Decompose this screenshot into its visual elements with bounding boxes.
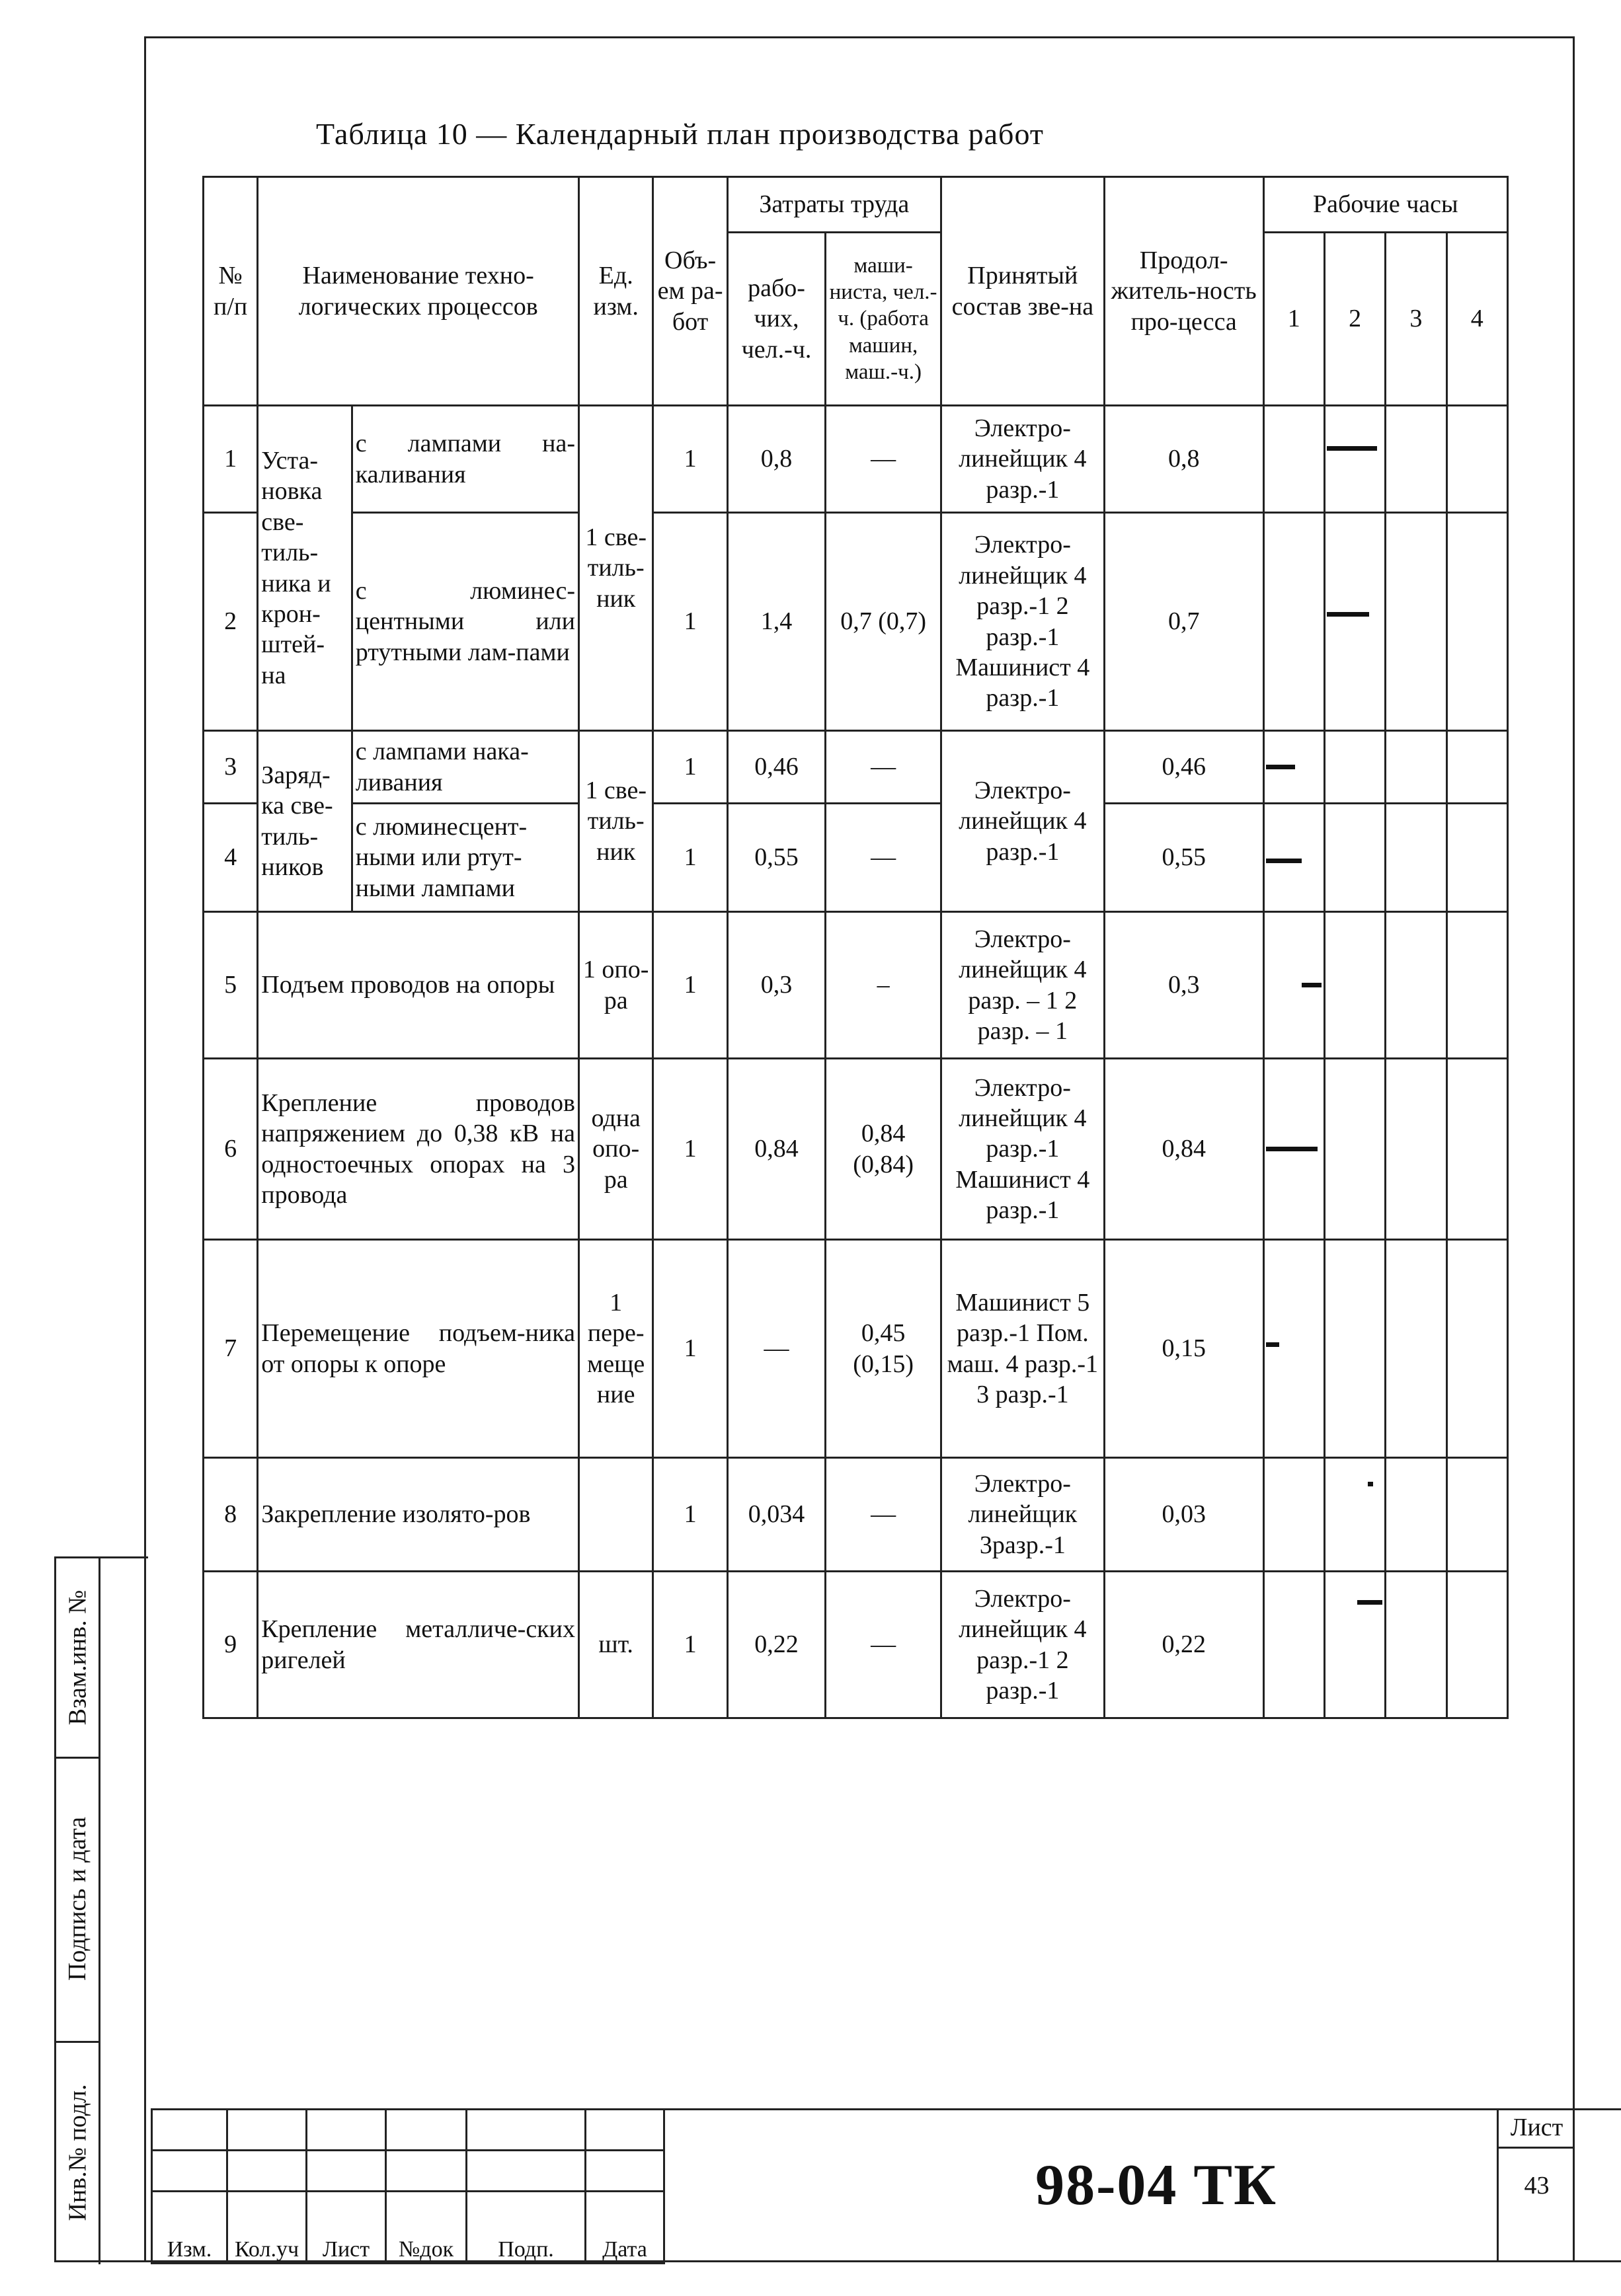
row-volume: 1 xyxy=(653,912,727,1059)
col-duration: Продол-житель-ность про-цесса xyxy=(1104,177,1263,406)
row-crew: Электро-линейщик 4 разр.-1 2 разр.-1 Машинист 4 разр.-1 xyxy=(941,513,1104,731)
row-duration: 0,7 xyxy=(1104,513,1263,731)
row-group: Заряд-ка све-тиль-ников xyxy=(258,731,352,912)
row-num: 4 xyxy=(204,804,258,912)
row-unit: 1 све-тиль-ник xyxy=(578,731,652,912)
col-workers: рабо-чих, чел.-ч. xyxy=(727,233,826,406)
row-crew: Машинист 5 разр.-1 Пом. маш. 4 разр.-1 3 разр.-1 xyxy=(941,1240,1104,1458)
col-labor: Затраты труда xyxy=(727,177,941,233)
col-num: № п/п xyxy=(204,177,258,406)
sheet-number: 43 xyxy=(1524,2172,1550,2200)
row-name: Закрепление изолято-ров xyxy=(258,1458,579,1572)
row-num: 6 xyxy=(204,1059,258,1240)
gantt-bar xyxy=(1327,612,1369,617)
row-workers: — xyxy=(727,1240,826,1458)
row-duration: 0,55 xyxy=(1104,804,1263,912)
document-code: 98-04 ТК xyxy=(663,2108,1621,2262)
row-group: Уста-новка све-тиль-ника и крон-штей-на xyxy=(258,406,352,731)
schedule-table xyxy=(202,176,1509,1719)
row-volume: 1 xyxy=(653,513,727,731)
stamp-inv-podl: Инв.№ подл. xyxy=(56,2041,100,2264)
row-duration: 0,3 xyxy=(1104,912,1263,1059)
row-crew: Электро-линейщик 4 разр.-1 2 разр.-1 xyxy=(941,1572,1104,1718)
row-name: Крепление металличе-ских ригелей xyxy=(258,1572,579,1718)
row-duration: 0,8 xyxy=(1104,406,1263,513)
table-caption: Таблица 10 — Календарный план производства работ xyxy=(316,117,1044,151)
col-crew: Принятый состав зве-на xyxy=(941,177,1104,406)
row-unit: 1 опо-ра xyxy=(578,912,652,1059)
row-num: 5 xyxy=(204,912,258,1059)
row-workers: 0,3 xyxy=(727,912,826,1059)
row-machinist: 0,84 (0,84) xyxy=(826,1059,941,1240)
row-machinist: — xyxy=(826,406,941,513)
table-row xyxy=(204,513,1508,731)
row-machinist: — xyxy=(826,1572,941,1718)
row-volume: 1 xyxy=(653,1458,727,1572)
table-row xyxy=(204,406,1508,513)
gantt-bar xyxy=(1327,446,1377,451)
label-izm: Изм. xyxy=(152,2192,227,2264)
gantt-bar xyxy=(1302,983,1322,987)
label-podp: Подп. xyxy=(467,2192,586,2264)
row-num: 8 xyxy=(204,1458,258,1572)
row-name: с люминесцент-ными или ртут-ными лампами xyxy=(352,804,578,912)
row-duration: 0,46 xyxy=(1104,731,1263,804)
table-row xyxy=(204,1059,1508,1240)
row-volume: 1 xyxy=(653,406,727,513)
row-name: Перемещение подъем-ника от опоры к опоре xyxy=(258,1240,579,1458)
row-machinist: — xyxy=(826,731,941,804)
row-machinist: 0,7 (0,7) xyxy=(826,513,941,731)
gantt-bar xyxy=(1266,1342,1279,1347)
row-unit xyxy=(578,1458,652,1572)
table-row xyxy=(204,1572,1508,1718)
col-hours: Рабочие часы xyxy=(1263,177,1507,233)
row-name: Подъем проводов на опоры xyxy=(258,912,579,1059)
row-num: 1 xyxy=(204,406,258,513)
col-hour-3: 3 xyxy=(1386,233,1446,406)
col-name: Наименование техно-логических процессов xyxy=(258,177,579,406)
row-duration: 0,15 xyxy=(1104,1240,1263,1458)
row-workers: 0,55 xyxy=(727,804,826,912)
row-name: с лампами нака-ливания xyxy=(352,731,578,804)
row-num: 2 xyxy=(204,513,258,731)
row-unit: 1 пере-меще ние xyxy=(578,1240,652,1458)
row-volume: 1 xyxy=(653,804,727,912)
row-unit: одна опо-ра xyxy=(578,1059,652,1240)
table-row xyxy=(204,912,1508,1059)
row-name: Крепление проводов напряжением до 0,38 кВ на одностоечных опорах на 3 провода xyxy=(258,1059,579,1240)
row-machinist: 0,45 (0,15) xyxy=(826,1240,941,1458)
row-crew: Электро-линейщик 4 разр.-1 Машинист 4 разр.-1 xyxy=(941,1059,1104,1240)
col-volume: Объ-ем ра-бот xyxy=(653,177,727,406)
row-duration: 0,03 xyxy=(1104,1458,1263,1572)
row-workers: 1,4 xyxy=(727,513,826,731)
stamp-vzam: Взам.инв. № xyxy=(56,1558,100,1759)
row-volume: 1 xyxy=(653,1572,727,1718)
sheet-box xyxy=(1497,2108,1575,2262)
stamp-podpis: Подпись и дата xyxy=(56,1757,100,2043)
col-hour-1: 1 xyxy=(1263,233,1324,406)
row-duration: 0,84 xyxy=(1104,1059,1263,1240)
gantt-bar xyxy=(1368,1482,1373,1486)
row-num: 9 xyxy=(204,1572,258,1718)
row-crew: Электро-линейщик 4 разр. – 1 2 разр. – 1 xyxy=(941,912,1104,1059)
col-unit: Ед. изм. xyxy=(578,177,652,406)
row-crew: Электро-линейщик 4 разр.-1 xyxy=(941,406,1104,513)
table-row xyxy=(204,731,1508,804)
row-volume: 1 xyxy=(653,731,727,804)
row-volume: 1 xyxy=(653,1240,727,1458)
row-unit: 1 све-тиль-ник xyxy=(578,406,652,731)
gantt-bar xyxy=(1266,859,1302,863)
table-row xyxy=(204,804,1508,912)
row-machinist: — xyxy=(826,1458,941,1572)
label-data: Дата xyxy=(586,2192,664,2264)
revision-grid xyxy=(151,2108,665,2264)
table-row xyxy=(204,1240,1508,1458)
row-volume: 1 xyxy=(653,1059,727,1240)
row-machinist: – xyxy=(826,912,941,1059)
sheet-label: Лист xyxy=(1499,2108,1575,2149)
col-hour-2: 2 xyxy=(1324,233,1385,406)
gantt-bar xyxy=(1266,1147,1318,1151)
row-workers: 0,034 xyxy=(727,1458,826,1572)
title-block xyxy=(151,2108,1575,2262)
row-machinist: — xyxy=(826,804,941,912)
row-workers: 0,46 xyxy=(727,731,826,804)
header-row-1 xyxy=(204,177,1508,233)
col-machinist: маши-ниста, чел.-ч. (работа машин, маш.-ч.) xyxy=(826,233,941,406)
gantt-bar xyxy=(1357,1600,1382,1605)
row-duration: 0,22 xyxy=(1104,1572,1263,1718)
gantt-bar xyxy=(1266,765,1295,769)
label-kol: Кол.уч xyxy=(227,2192,307,2264)
row-workers: 0,84 xyxy=(727,1059,826,1240)
row-num: 7 xyxy=(204,1240,258,1458)
row-name: с лампами на-каливания xyxy=(352,406,578,513)
row-crew: Электро-линейщик 4 разр.-1 xyxy=(941,731,1104,912)
label-list: Лист xyxy=(307,2192,386,2264)
row-workers: 0,22 xyxy=(727,1572,826,1718)
row-workers: 0,8 xyxy=(727,406,826,513)
side-stamp xyxy=(54,1556,148,2262)
row-num: 3 xyxy=(204,731,258,804)
row-unit: шт. xyxy=(578,1572,652,1718)
table-row xyxy=(204,1458,1508,1572)
row-name: с люминес-центными или ртутными лам-пами xyxy=(352,513,578,731)
row-crew: Электро-линейщик 3разр.-1 xyxy=(941,1458,1104,1572)
col-hour-4: 4 xyxy=(1446,233,1507,406)
label-ndok: №док xyxy=(386,2192,467,2264)
